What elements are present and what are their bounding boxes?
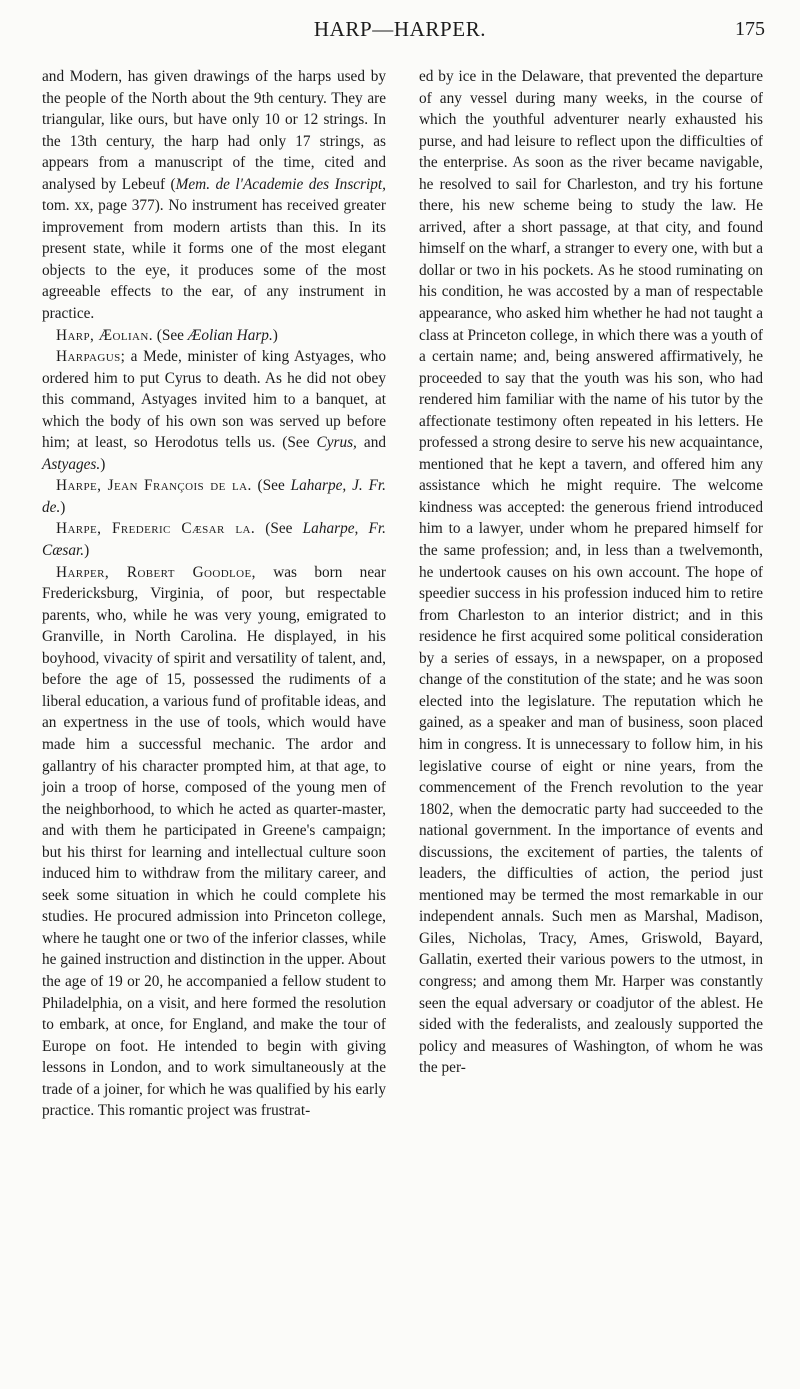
entry-headword: Harp, Æolian. [56, 326, 153, 344]
entry-headword: Harpe, Frederic Cæsar la. [56, 520, 256, 538]
entry-harpe-jean-francois: Harpe, Jean François de la. (See Laharpe, J. Fr. de.) [42, 477, 386, 516]
entry-harpagus: Harpagus; a Mede, minister of king Astyages, who ordered him to put Cyrus to death. As he did not obey this command, Astyages invited him to a banquet, at which the body of his own son was served up before him; at least, so Herodotus tells us. (See Cyrus, and Astyages.) [42, 348, 386, 473]
cross-reference: Laharpe, J. Fr. de. [42, 477, 386, 516]
entry-headword: Harper, Robert Goodloe, [56, 563, 256, 581]
running-head: HARP—HARPER. [313, 17, 487, 41]
entry-harpe-frederic-caesar: Harpe, Frederic Cæsar la. (See Laharpe, Fr. Cæsar.) [42, 520, 386, 560]
page-number: 175 [735, 18, 765, 40]
paragraph-harper-continued: ed by ice in the Delaware, that prevented the departure of any vessel during many weeks, in the course of which the youthful adventurer nearly exhausted his purse, and had leisure to reflect upon the difficulties of the enterprise. As soon as the river became navigable, he resolved to sail for Charleston, and try his fortune there, his new scheme being to study the law. He arrived, after a short passage, at that city, and found himself on the wharf, a stranger to every one, with but a dollar or two in his pockets. As he stood ruminating on his condition, he was accosted by a man of respectable appearance, who asked him whether he had not taught a class at Princeton college, in which there was a youth of a certain name; and, being answered affirmatively, he proceeded to say that the youth was his son, who had rendered him familiar with the name of his tutor by the affectionate testimony often repeated in his letters. He professed a strong desire to serve his new acquaintance, mentioned that he kept a tavern, and offered him any assistance which he might require. The welcome kindness was accepted: the generous friend introduced him to a lawyer, under whom he prepared himself for the same profession; and, in less than a twelvemonth, he undertook causes on his own account. The hope of speedier success in his profession induced him to retire from Charleston to an interior district; and in this residence he first acquired some political consideration by a series of essays, in a newspaper, on a proposed change of the constitution of the state; and he was soon elected into the legislature. The reputation which he gained, as a speaker and man of business, soon placed him in congress. It is unnecessary to follow him, in his legislative course of eight or nine years, from the commencement of the French revolution to the year 1802, when the democratic party had succeeded to the national government. In the importance of events and discussions, the excitement of parties, the talents of leaders, the difficulties of action, the period just mentioned may be termed the most remarkable in our independent annals. Such men as Marshal, Madison, Giles, Nicholas, Tracy, Ames, Griswold, Bayard, Gallatin, exerted their various powers to the utmost, in congress; and among them Mr. Harper was constantly seen the equal adversary or coadjutor of the ablest. He sided with the federalists, and zealously supported the policy and measures of Washington, of whom he was the per- [419, 68, 763, 1077]
entry-headword: Harpe, Jean François de la. [56, 477, 252, 495]
entry-harp-aeolian: Harp, Æolian. (See Æolian Harp.) [56, 326, 278, 344]
entry-body: was born near Fredericksburg, Virginia, of poor, but respectable parents, who, while he was very young, emigrated to Granville, in North Carolina. He displayed, in his boyhood, vivacity of spirit and versatility of talent, and, before the age of 15, possessed the rudiments of a liberal education, a various fund of profitable ideas, and an expertness in the use of tools, which would have made him a successful mechanic. The ardor and gallantry of his character prompted him, at that age, to join a troop of horse, composed of the young men of the neighborhood, to which he acted as quarter-master, and with them he participated in Greene's campaign; but his thirst for learning and intellectual culture soon induced him to withdraw from the military career, and seek some situation in which he could complete his studies. He procured admission into Princeton college, where he taught one or two of the inferior classes, while he gained instruction and distinction in the upper. About the age of 19 or 20, he accompanied a fellow student to Philadelphia, on a visit, and here formed the resolution to embark, at once, for England, and make the tour of Europe on foot. He intended to begin with giving lessons in London, and to work simultaneously at the trade of a joiner, for which he was qualified by his early practice. This romantic project was frustrat- [42, 563, 387, 1120]
harp-text-1: and Modern, has given drawings of the harps used by the people of the North about the 9th century. They are triangular, like ours, but have only 10 or 12 strings. In the 13th century, the harp had only 17 strings, as appears from a manuscript of the time, cited and analysed by Lebeuf ( [42, 68, 386, 193]
entry-harper-robert-goodloe [42, 562, 386, 1122]
right-column [419, 66, 763, 1079]
entry-headword: Harpagus [56, 348, 121, 366]
cross-reference: Æolian Harp. [187, 326, 273, 344]
cross-reference: Laharpe, Fr. Cæsar. [42, 520, 386, 560]
cross-reference: Astyages. [42, 455, 101, 473]
harp-text-2: tom. xx, page 377). No instrument has received greater improvement from modern artists than this. In its present state, while it forms one of the most elegant objects to the eye, it produces some of the most agreeable effects to the ear, of any instrument in practice. [42, 197, 386, 323]
harp-citation: Mem. de l'Academie des Inscript, [175, 175, 386, 193]
page-header [0, 17, 800, 47]
cross-reference: Cyrus, [316, 434, 357, 452]
left-column [42, 66, 386, 1122]
paragraph-harp-continued [42, 66, 386, 325]
